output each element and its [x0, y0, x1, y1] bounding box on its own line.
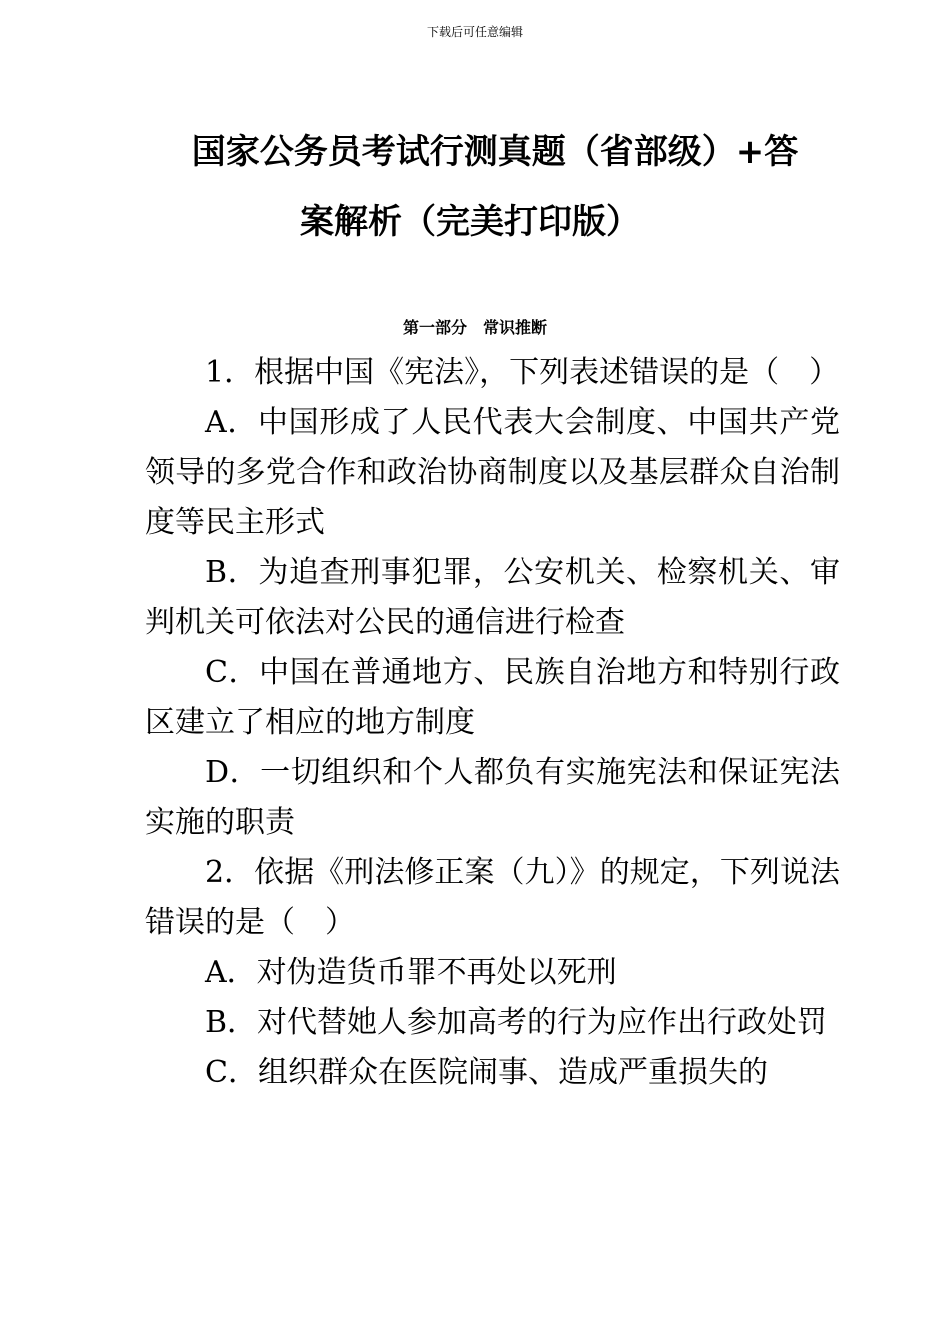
question-1-stem: 1．根据中国《宪法》，下列表述错误的是（ ）	[205, 355, 840, 390]
question-2-option-b: B．对代替她人参加高考的行为应作出行政处罚	[205, 1005, 828, 1040]
document-body	[145, 348, 840, 1098]
section-heading: 第一部分 常识推断	[402, 318, 547, 337]
question-1-option-d: D．一切组织和个人都负有实施宪法和保证宪法实施的职责	[145, 755, 840, 840]
page-header-note: 下载后可任意编辑	[426, 25, 523, 39]
question-1-option-a: A．中国形成了人民代表大会制度、中国共产党领导的多党合作和政治协商制度以及基层群众自治制度等民主形式	[145, 405, 840, 540]
question-1-option-c: C．中国在普通地方、民族自治地方和特别行政区建立了相应的地方制度	[145, 655, 840, 740]
question-2-option-a: A．对伪造货币罪不再处以死刑	[205, 955, 617, 990]
question-2-stem: 2．依据《刑法修正案（九）》的规定，下列说法错误的是（ ）	[145, 855, 840, 940]
document-title-line-2: 案解析（完美打印版）	[300, 202, 640, 242]
question-2-option-c: C．组织群众在医院闹事、造成严重损失的	[205, 1055, 768, 1090]
document-title-line-1: 国家公务员考试行测真题（省部级）+答	[191, 132, 799, 172]
question-1-option-b: B．为追查刑事犯罪，公安机关、检察机关、审判机关可依法对公民的通信进行检查	[145, 555, 840, 640]
